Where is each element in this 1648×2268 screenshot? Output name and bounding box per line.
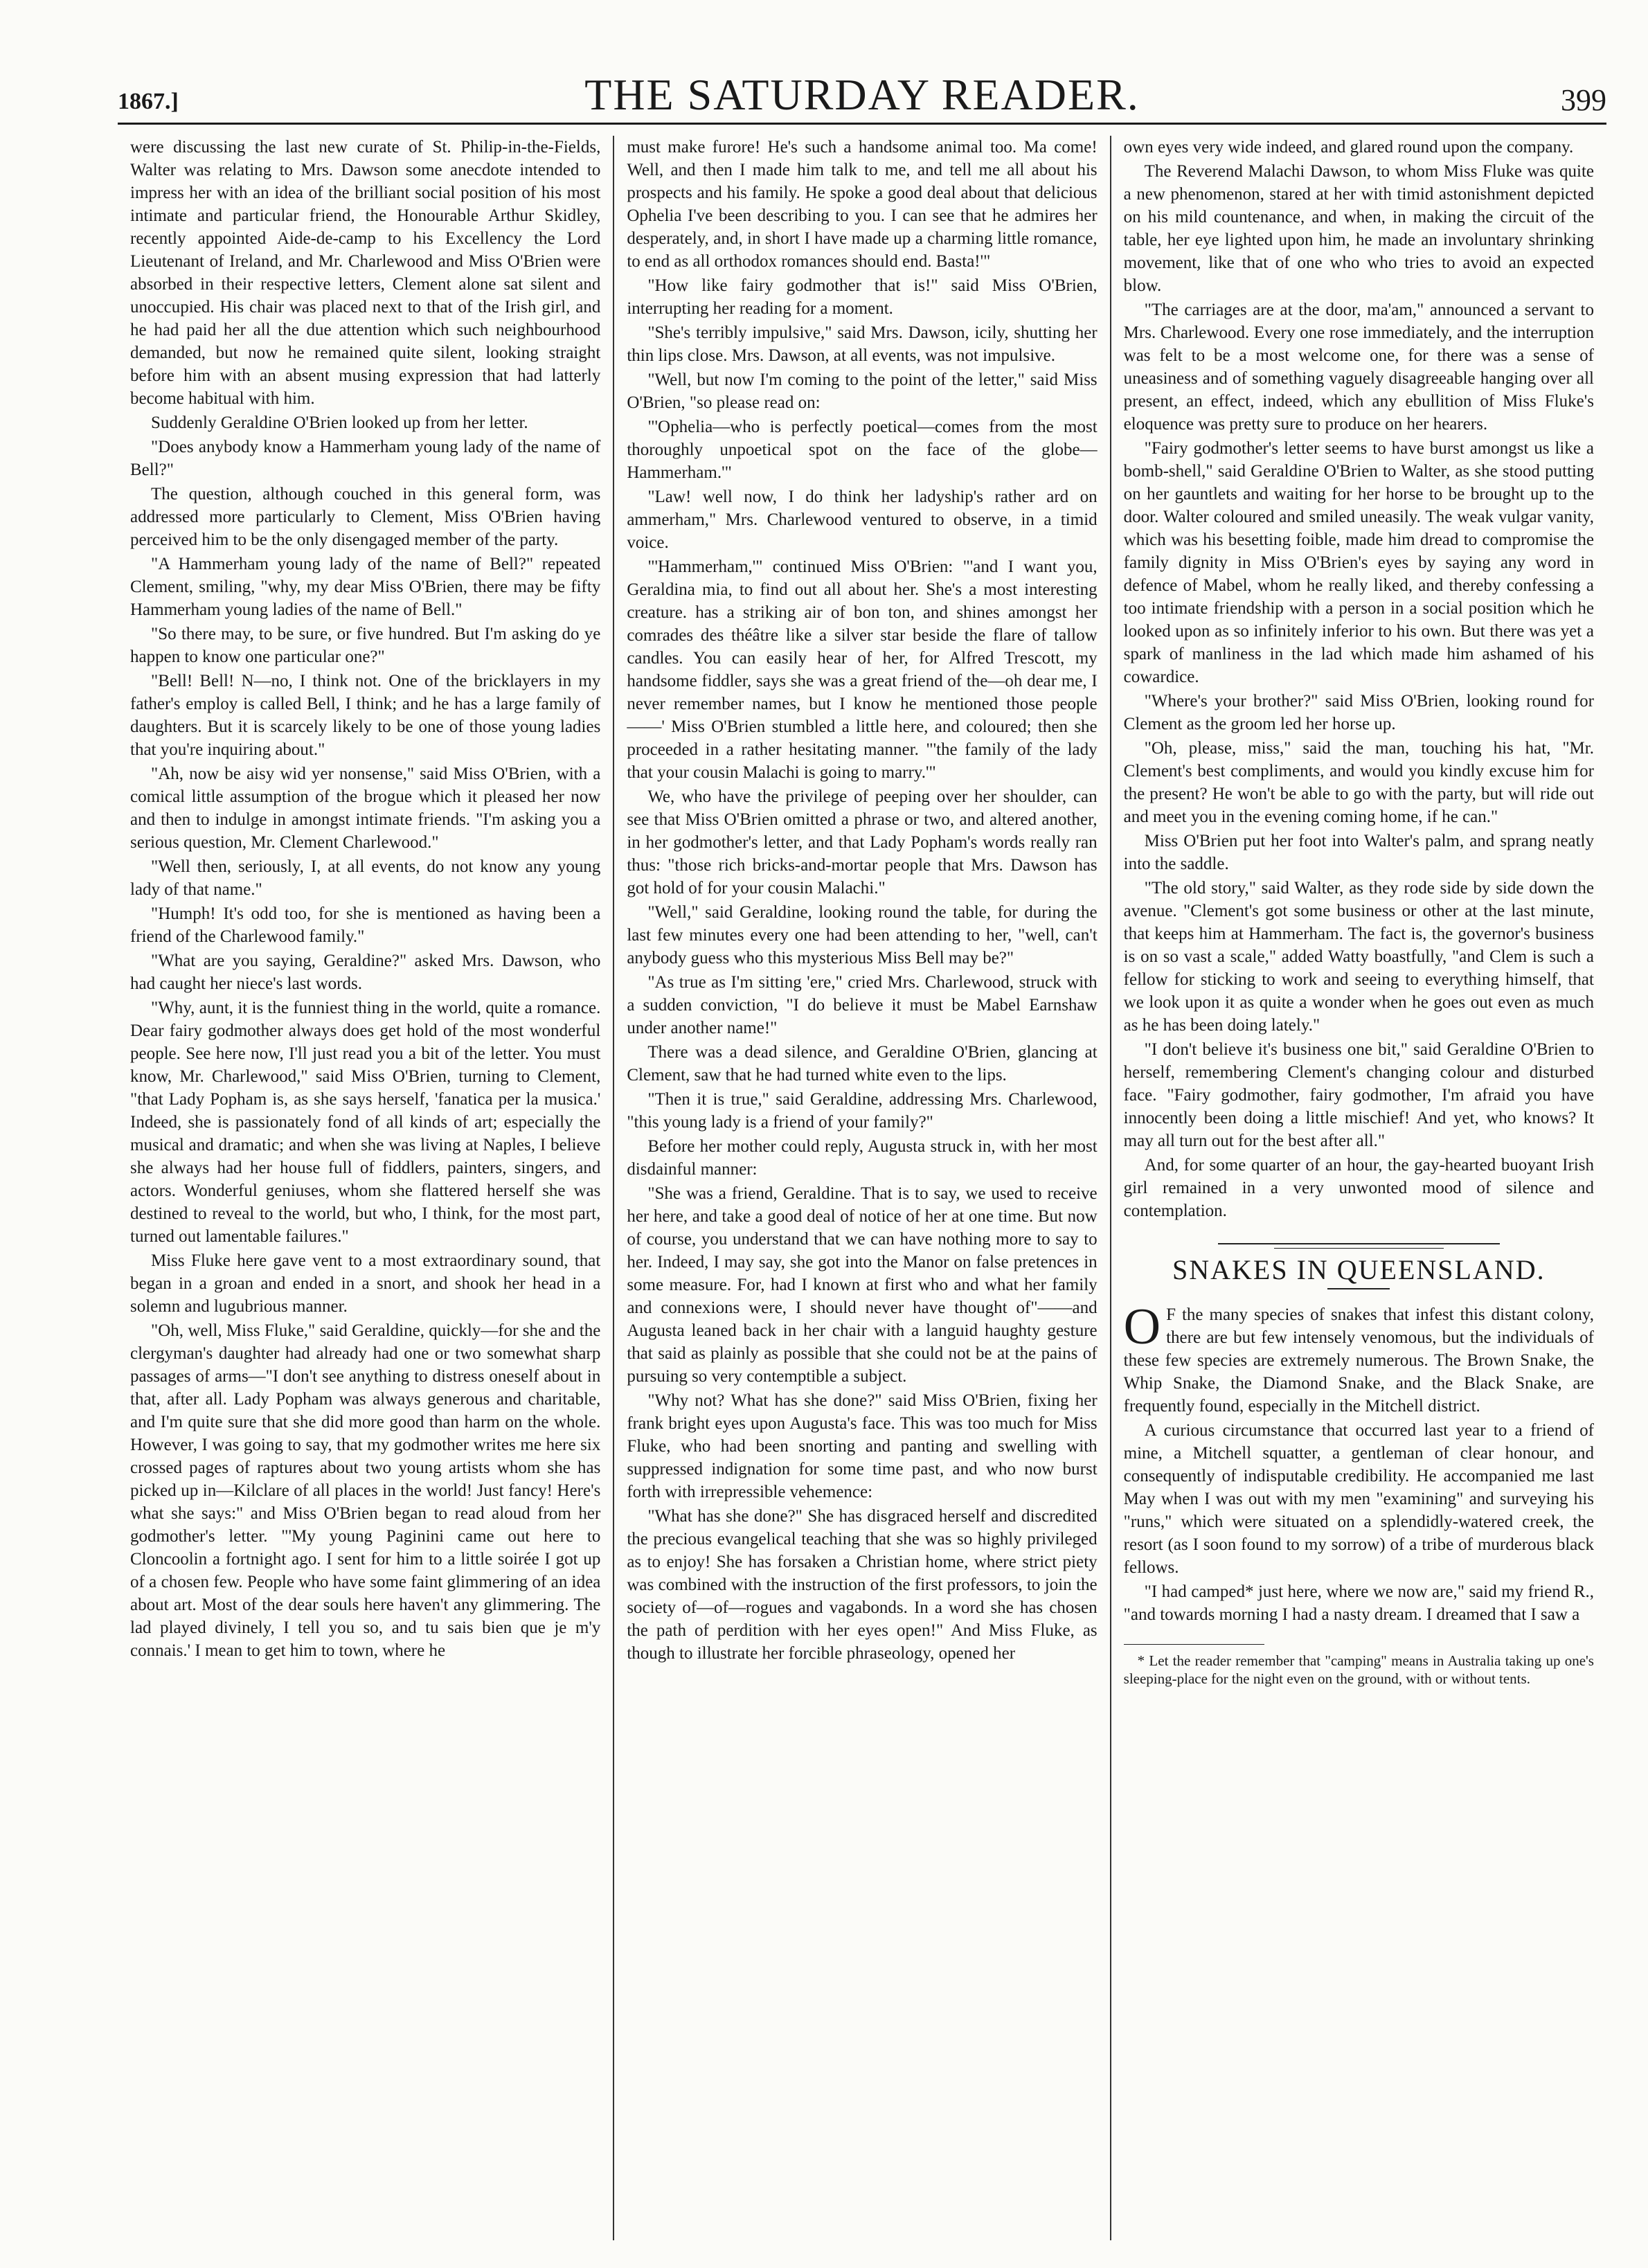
paragraph: "What are you saying, Geraldine?" asked Mrs. Dawson, who had caught her niece's last words.	[130, 952, 601, 993]
paragraph: We, who have the privilege of peeping over her shoulder, can see that Miss O'Brien omitted a phrase or two, and altered another, in her godmother's letter, and that Lady Popham's words really ran thus: "those rich bricks-and-mortar people that Mrs. Dawson has got hold of for your cousin Malachi."	[627, 787, 1098, 898]
story-continuation	[1124, 136, 1594, 1222]
paragraph: "Oh, well, Miss Fluke," said Geraldine, quickly—for she and the clergyman's daughter had already had one or two somewhat sharp passages of arms—"I don't see anything to distress oneself about in that, after all. Lady Popham was always generous and charitable, and I'm quite sure that she did more good than harm on the whole. However, I was going to say, that my godmother writes me here six crossed pages of raptures about two young artists whom she has picked up in—Kilclare of all places in the world! Just fancy! Here's what she says:" and Miss O'Brien began to read aloud from her godmother's letter. "'My young Paginini came out here to Cloncoolin a fortnight ago. I sent for him to a little soirée I got up of a chosen few. People who have some faint glimmering of an idea about art. Most of the dear souls here haven't any glimmering. The lad played divinely, I tell you so, and tu sais bien que je m'y connais.' I mean to get him to town, where he	[130, 1321, 601, 1660]
paragraph: "I don't believe it's business one bit," said Geraldine O'Brien to herself, remembering Clement's changing colour and disturbed face. "Fairy godmother, fairy godmother, I'm afraid you have innocently been doing a little mischief! And yet, who knows? It may all turn out for the best after all."	[1123, 1040, 1594, 1150]
paragraph: "Humph! It's odd too, for she is mentioned as having been a friend of the Charlewood family."	[130, 904, 601, 946]
paragraph: "What has she done?" She has disgraced herself and discredited the precious evangelical teaching that she was so highly privileged as to enjoy! She has forsaken a Christian home, where strict piety was combined with the instruction of the first professors, to join the society of—of—rogues and vagabonds. In a word she has chosen the path of perdition with her eyes open!" And Miss Fluke, as though to illustrate her forcible phraseology, opened her	[627, 1507, 1098, 1663]
paragraph: "A Hammerham young lady of the name of Bell?" repeated Clement, smiling, "why, my dear Miss O'Brien, there may be fifty Hammerham young ladies of the name of Bell."	[130, 555, 601, 619]
article-body	[1123, 1298, 1594, 1626]
paragraph: must make furore! He's such a handsome animal too. Ma come! Well, and then I made him talk to me, and tell me all about his prospects and his family. He spoke a good deal about that delicious Ophelia I've been describing to you. I can see that he admires her desperately, and, in short I have made up a charming little romance, to end as all orthodox romances should end. Basta!'"	[627, 138, 1098, 271]
text-columns	[118, 136, 1606, 2240]
paragraph: "The carriages are at the door, ma'am," announced a servant to Mrs. Charlewood. Every one rose immediately, and the interruption was felt to be a most welcome one, for there was a sense of uneasiness and of something vaguely disagreeable hanging over all present, an effect, indeed, which any ebullition of Miss Fluke's eloquence was pretty sure to produce on her hearers.	[1123, 301, 1594, 434]
paragraph: "Why not? What has she done?" said Miss O'Brien, fixing her frank bright eyes upon Augusta's face. This was too much for Miss Fluke, who had been snorting and panting and swelling with suppressed indignation for some time past, and who now burst forth with irrepressible vehemence:	[627, 1391, 1098, 1501]
header-rule	[118, 123, 1606, 125]
column-1	[118, 136, 613, 2240]
paragraph: "'Hammerham,'" continued Miss O'Brien: "'and I want you, Geraldina mia, to find out all about her. She's a most interesting creature. has a striking air of bon ton, and shines amongst her comrades des théâtre like a silver star beside the flare of tallow candles. You can easily hear of her, for Alfred Trescott, my handsome fiddler, says she was a great friend of the—oh dear me, I never remember names, but I know he mentioned those people——' Miss O'Brien stumbled a little here, and coloured; then she proceeded in a rather hesitating manner. "'the family of the lady that your cousin Malachi is going to marry.'"	[627, 557, 1098, 782]
article-paragraph: A curious circumstance that occurred last year to a friend of mine, a Mitchell squatter, a gentleman of clear honour, and consequently of indisputable credibility. He accompanied me last May when I was out with my men "examining" and surveying his "runs," which were situated on a splendidly-watered creek, the resort (as I soon found to my sorrow) of a tribe of murderous black fellows.	[1123, 1421, 1594, 1577]
drop-cap: O	[1123, 1298, 1161, 1355]
issue-date: 1867.]	[118, 89, 179, 114]
paragraph: Before her mother could reply, Augusta struck in, with her most disdainful manner:	[627, 1137, 1098, 1179]
paragraph: "'Ophelia—who is perfectly poetical—comes from the most thoroughly unpoetical spot on the face of the globe—Hammerham.'"	[627, 418, 1098, 482]
paragraph: own eyes very wide indeed, and glared round upon the company.	[1123, 138, 1574, 157]
page-number: 399	[1561, 83, 1606, 117]
paragraph: "Well then, seriously, I, at all events, do not know any young lady of that name."	[130, 857, 601, 899]
paragraph: "Oh, please, miss," said the man, touching his hat, "Mr. Clement's best compliments, and would you kindly excuse him for the present? He won't be able to go with the party, but will ride out and meet you in the evening coming home, if he can."	[1123, 739, 1594, 826]
paragraph: "Well, but now I'm coming to the point of the letter," said Miss O'Brien, "so please read on:	[627, 370, 1098, 412]
paragraph: "She's terribly impulsive," said Mrs. Dawson, icily, shutting her thin lips close. Mrs. Dawson, at all events, was not impulsive.	[627, 323, 1098, 365]
paragraph: "Ah, now be aisy wid yer nonsense," said Miss O'Brien, with a comical little assumption of the brogue which it pleased her now and then to indulge in amongst intimate friends. "I'm asking you a serious question, Mr. Clement Charlewood."	[130, 765, 601, 852]
paragraph: Miss O'Brien put her foot into Walter's palm, and sprang neatly into the saddle.	[1123, 832, 1594, 873]
paragraph: The Reverend Malachi Dawson, to whom Miss Fluke was quite a new phenomenon, stared at her with timid astonishment depicted on his mild countenance, and when, in making the circuit of the table, her eye lighted upon him, he made an involuntary shrinking movement, like that of one who who tries to avoid an expected blow.	[1123, 162, 1594, 295]
paragraph: "Then it is true," said Geraldine, addressing Mrs. Charlewood, "this young lady is a friend of your family?"	[627, 1090, 1098, 1132]
paragraph: The question, although couched in this general form, was addressed more particularly to Clement, Miss O'Brien having perceived him to be the only disengaged member of the party.	[130, 485, 601, 549]
paragraph: "Does anybody know a Hammerham young lady of the name of Bell?"	[130, 438, 601, 479]
article-title: SNAKES IN QUEENSLAND.	[1172, 1254, 1546, 1285]
paragraph: "She was a friend, Geraldine. That is to say, we used to receive her here, and take a good deal of notice of her at one time. But now of course, you understand that we can have nothing more to say to her. Indeed, I may say, she got into the Manor on false pretences in some measure. For, had I known at first who and what her family and connexions were, I should never have thought of"——and Augusta leaned back in her chair with a languid haughty gesture that said as plainly as possible that she could not be at the pains of pursuing so very contemptible a subject.	[627, 1184, 1098, 1386]
paragraph: "Bell! Bell! N—no, I think not. One of the bricklayers in my father's employ is called Bell, I think; and he has a large family of daughters. But it is scarcely likely to be one of those young ladies that you're inquiring about."	[130, 672, 601, 759]
paragraph: Suddenly Geraldine O'Brien looked up from her letter.	[151, 413, 528, 432]
paragraph: were discussing the last new curate of St. Philip-in-the-Fields, Walter was relating to Mrs. Dawson some anecdote intended to impress her with an idea of the brilliant social position of his most intimate and particular friend, the Honourable Arthur Skidley, recently appointed Aide-de-camp to his Excellency the Lord Lieutenant of Ireland, and Mr. Charlewood and Miss O'Brien were absorbed in their respective letters, Clement alone sat silent and unoccupied. His chair was placed next to that of the Irish girl, and he had paid her all the due attention which such neighbourhood demanded, but now he remained quite silent, looking straight before him with an absent musing expression that had latterly become habitual with him.	[130, 138, 601, 408]
masthead-title: THE SATURDAY READER.	[584, 70, 1140, 119]
page-header	[118, 69, 1606, 125]
paragraph: "Where's your brother?" said Miss O'Brien, looking round for Clement as the groom led her horse up.	[1123, 692, 1594, 733]
footnote-rule	[1124, 1644, 1265, 1645]
column-3	[1110, 136, 1606, 2240]
paragraph: "As true as I'm sitting 'ere," cried Mrs. Charlewood, struck with a sudden conviction, "I do believe it must be Mabel Earnshaw under another name!"	[627, 973, 1098, 1037]
paragraph: "Fairy godmother's letter seems to have burst amongst us like a bomb-shell," said Geraldine O'Brien to Walter, as she stood putting on her gauntlets and waiting for her horse to be brought up to the door. Walter coloured and smiled uneasily. The weak vulgar vanity, which was his besetting foible, made him dread to compromise the family dignity in Miss O'Brien's eyes by saying any word in defence of Mabel, whom he really liked, and thereby confessing a too intimate friendship with a person in a social position which he looked upon as so infinitely inferior to his own. But there was yet a spark of manliness in the lad which made him ashamed of his cowardice.	[1123, 439, 1594, 686]
article-paragraph: "I had camped* just here, where we now are," said my friend R., "and towards morning I had a nasty dream. I dreamed that I saw a	[1123, 1582, 1594, 1624]
footnote: * Let the reader remember that "camping" means in Australia taking up one's sleeping-place for the night even on the ground, with or without tents.	[1123, 1652, 1594, 1687]
paragraph: "Well," said Geraldine, looking round the table, for during the last few minutes every one had been attending to her, "well, can't anybody guess who this mysterious Miss Bell may be?"	[627, 903, 1098, 967]
article-paragraph-text: F the many species of snakes that infest this distant colony, there are but few intensely venomous, but the individuals of these few species are extremely numerous. The Brown Snake, the Whip Snake, the Diamond Snake, and the Black Snake, are frequently found, especially in the Mitchell district.	[1123, 1305, 1594, 1416]
article-paragraph	[1123, 1298, 1594, 1418]
article-separator	[1218, 1243, 1501, 1244]
paragraph: "Law! well now, I do think her ladyship's rather ard on ammerham," Mrs. Charlewood ventured to observe, in a timid voice.	[627, 488, 1098, 552]
title-rule	[1327, 1288, 1390, 1289]
paragraph: "How like fairy godmother that is!" said Miss O'Brien, interrupting her reading for a moment.	[627, 276, 1098, 318]
paragraph: "So there may, to be sure, or five hundred. But I'm asking do ye happen to know one particular one?"	[130, 625, 601, 666]
paragraph: Miss Fluke here gave vent to a most extraordinary sound, that began in a groan and ended in a snort, and shook her head in a solemn and lugubrious manner.	[130, 1251, 601, 1316]
paragraph: "The old story," said Walter, as they rode side by side down the avenue. "Clement's got some business or other at the last minute, that keeps him at Hammerham. The fact is, the governor's business is on so vast a scale," added Watty boastfully, "and Clem is such a fellow for sticking to work and seeing to everything himself, that we look upon it as quite a wonder when he goes out even as much as he has been doing lately."	[1123, 879, 1594, 1035]
column-2	[613, 136, 1109, 2240]
paragraph: There was a dead silence, and Geraldine O'Brien, glancing at Clement, saw that he had turned white even to the lips.	[627, 1043, 1098, 1084]
paragraph: And, for some quarter of an hour, the gay-hearted buoyant Irish girl remained in a very unwonted mood of silence and contemplation.	[1123, 1156, 1594, 1220]
paragraph: "Why, aunt, it is the funniest thing in the world, quite a romance. Dear fairy godmother always does get hold of the most wonderful people. See here now, I'll just read you a bit of the letter. You must know, Mr. Charlewood," said Miss O'Brien, turning to Clement, "that Lady Popham is, as she says herself, 'fanatica per la musica.' Indeed, she is passionately fond of all kinds of art; especially the musical and dramatic; and when she was living at Naples, I believe she always had her house full of fiddlers, painters, singers, and actors. Wonderful geniuses, whom she flattered herself she was destined to reveal to the world, but who, I think, for the most part, turned out lamentable failures."	[130, 999, 601, 1246]
